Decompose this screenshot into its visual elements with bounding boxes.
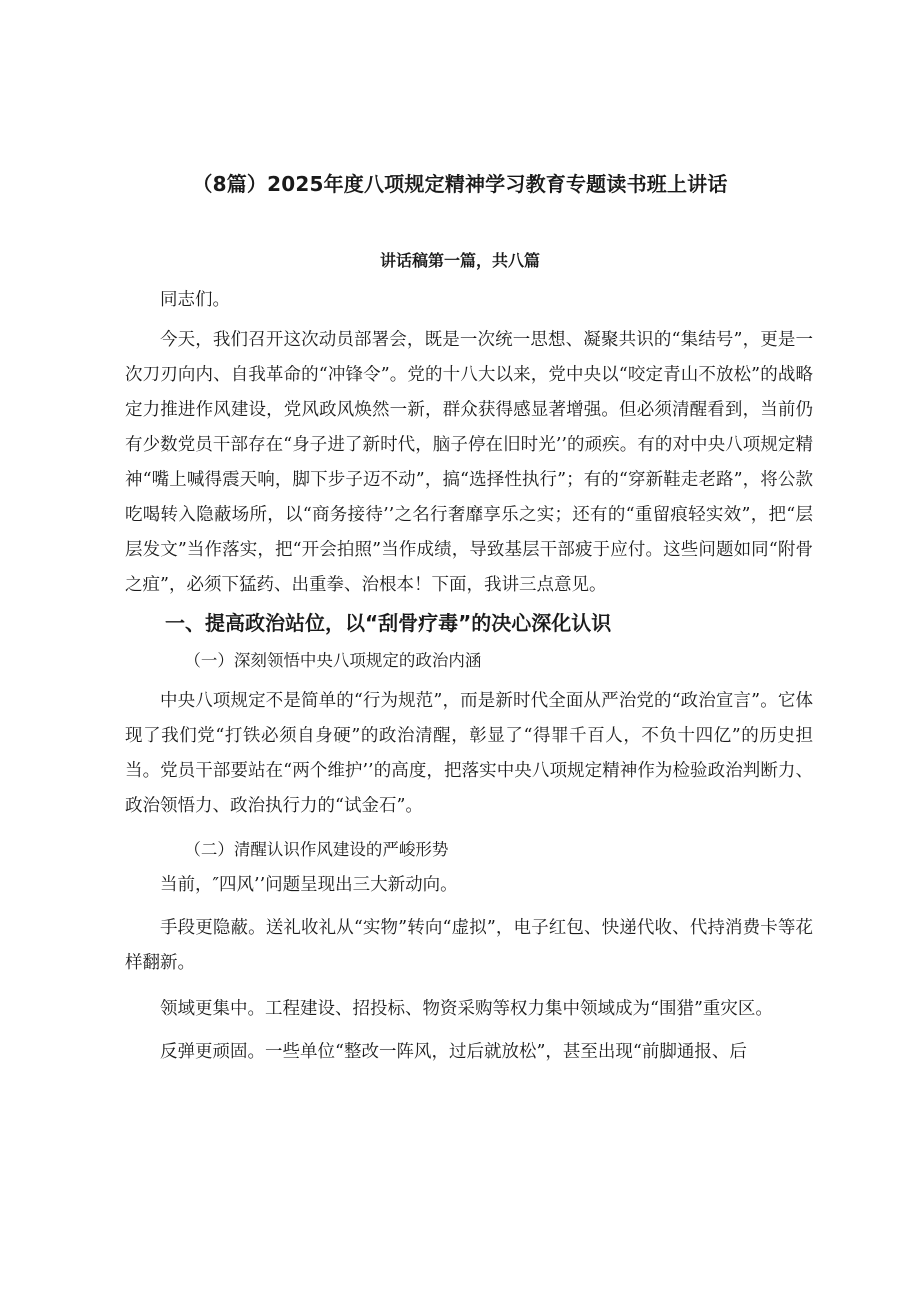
subsection-1-paragraph: 中央八项规定不是简单的“行为规范”，而是新时代全面从严治党的“政治宣言”。它体现了我们党“打铁必须自身硬”的政治清醒，彰显了“得罪千百人，不负十四亿”的历史担当。党员干部要站在“两个维护’’的高度，把落实中央八项规定精神作为检验政治判断力、政治领悟力、政治执行力的“试金石”。 [125, 691, 813, 816]
trend-paragraph-2: 领域更集中。工程建设、招投标、物资采购等权力集中领域成为“围猎”重灾区。 [160, 999, 773, 1019]
speech-subtitle: 讲话稿第一篇，共八篇 [379, 251, 540, 270]
intro-paragraph: 今天，我们召开这次动员部署会，既是一次统一思想、凝聚共识的“集结号”，更是一次刀刃向内、自我革命的“冲锋令”。党的十八大以来，党中央以“咬定青山不放松”的战略定力推进作风建设，党风政风焕然一新，群众获得感显著增强。但必须清醒看到，当前仍有少数党员干部存在“身子进了新时代，脑子停在旧时光’’的顽疾。有的对中央八项规定精神“嘴上喊得震天响，脚下步子迈不动”，搞“选择性执行”；有的“穿新鞋走老路”，将公款吃喝转入隐蔽场所，以“商务接待’’之名行奢靡享乐之实；还有的“重留痕轻实效”，把“层层发文”当作落实，把“开会拍照”当作成绩，导致基层干部疲于应付。这些问题如同“附骨之疽”，必须下猛药、出重拳、治根本！下面，我讲三点意见。 [125, 330, 813, 595]
document-title: （8篇）2025年度八项规定精神学习教育专题读书班上讲话 [192, 172, 728, 196]
section-heading-1: 一、提高政治站位，以“刮骨疗毒”的决心深化认识 [165, 611, 612, 635]
subsection-heading-1: （一）深刻领悟中央八项规定的政治内涵 [184, 651, 482, 670]
trend-paragraph-1: 手段更隐蔽。送礼收礼从“实物”转向“虚拟”，电子红包、快递代收、代持消费卡等花样翻新。 [125, 918, 813, 973]
document-body [125, 283, 813, 1070]
subsection-2-paragraph: 当前，″四风’’问题呈现出三大新动向。 [160, 875, 458, 895]
salutation-paragraph: 同志们。 [160, 290, 230, 310]
trend-paragraph-3: 反弹更顽固。一些单位“整改一阵风，过后就放松”，甚至出现“前脚通报、后 [160, 1042, 747, 1062]
subsection-heading-2: （二）清醒认识作风建设的严峻形势 [184, 840, 449, 859]
